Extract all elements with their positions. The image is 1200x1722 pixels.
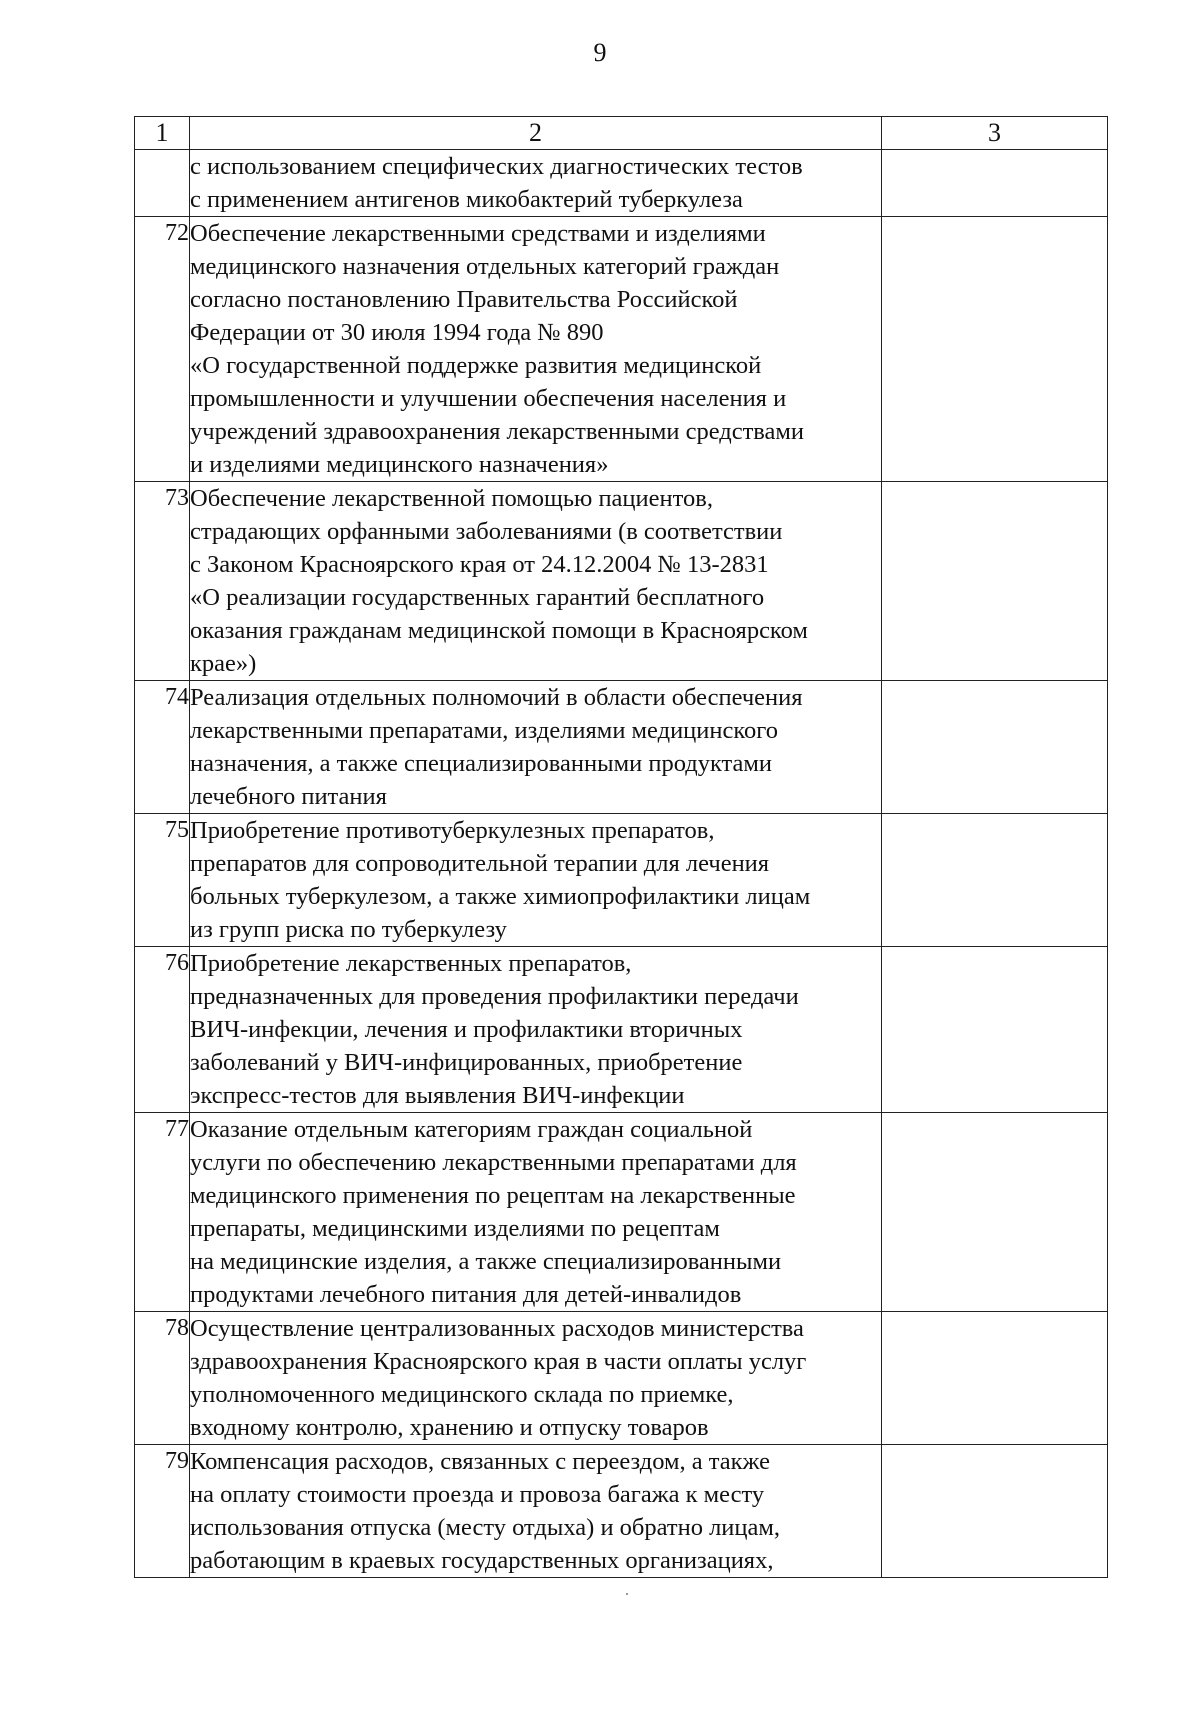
description-line: «О реализации государственных гарантий бесплатного xyxy=(190,584,765,611)
description-line: учреждений здравоохранения лекарственными средствами xyxy=(190,418,805,445)
column-header-3: 3 xyxy=(882,117,1108,150)
description-line: согласно постановлению Правительства Российской xyxy=(190,286,738,313)
description-line: Федерации от 30 июля 1994 года № 890 xyxy=(190,319,604,346)
row-column3-cell xyxy=(882,1445,1108,1578)
description-line: Обеспечение лекарственными средствами и изделиями xyxy=(190,220,766,247)
table-row xyxy=(135,1445,1108,1578)
row-description-cell xyxy=(190,1445,882,1578)
description-line: препараты, медицинскими изделиями по рецептам xyxy=(190,1215,720,1242)
row-column3-cell xyxy=(882,150,1108,217)
description-line: больных туберкулезом, а также химиопрофилактики лицам xyxy=(190,883,811,910)
row-number-cell: 78 xyxy=(135,1312,190,1445)
row-column3-cell xyxy=(882,482,1108,681)
description-line: с применением антигенов микобактерий туберкулеза xyxy=(190,186,743,213)
row-description-cell xyxy=(190,150,882,217)
description-line: Компенсация расходов, связанных с переездом, а также xyxy=(190,1448,771,1475)
description-line: работающим в краевых государственных организациях, xyxy=(190,1547,774,1574)
row-description-cell xyxy=(190,1312,882,1445)
row-number-cell: 77 xyxy=(135,1113,190,1312)
column-header-2: 2 xyxy=(190,117,882,150)
description-line: медицинского применения по рецептам на лекарственные xyxy=(190,1182,796,1209)
row-column3-cell xyxy=(882,814,1108,947)
row-column3-cell xyxy=(882,681,1108,814)
description-line: Приобретение лекарственных препаратов, xyxy=(190,950,632,977)
row-column3-cell xyxy=(882,1113,1108,1312)
description-line: «О государственной поддержке развития медицинской xyxy=(190,352,762,379)
description-line: оказания гражданам медицинской помощи в Красноярском xyxy=(190,617,808,644)
description-line: и изделиями медицинского назначения» xyxy=(190,451,609,478)
description-line: продуктами лечебного питания для детей-инвалидов xyxy=(190,1281,742,1308)
row-description-cell xyxy=(190,947,882,1113)
description-line: Приобретение противотуберкулезных препаратов, xyxy=(190,817,715,844)
description-line: Обеспечение лекарственной помощью пациентов, xyxy=(190,485,713,512)
row-column3-cell xyxy=(882,217,1108,482)
description-line: на медицинские изделия, а также специализированными xyxy=(190,1248,782,1275)
row-column3-cell xyxy=(882,947,1108,1113)
description-line: препаратов для сопроводительной терапии для лечения xyxy=(190,850,770,877)
row-description-cell xyxy=(190,217,882,482)
budget-items-table xyxy=(134,116,1108,1578)
row-description-cell xyxy=(190,814,882,947)
table-row xyxy=(135,947,1108,1113)
scan-speck xyxy=(626,1593,628,1595)
description-line: услуги по обеспечению лекарственными препаратами для xyxy=(190,1149,797,1176)
row-description-cell xyxy=(190,1113,882,1312)
description-line: крае») xyxy=(190,650,257,677)
page-number: 9 xyxy=(593,38,607,67)
row-number-cell: 76 xyxy=(135,947,190,1113)
description-line: страдающих орфанными заболеваниями (в соответствии xyxy=(190,518,783,545)
description-line: с Законом Красноярского края от 24.12.2004 № 13-2831 xyxy=(190,551,769,578)
row-number-cell: 72 xyxy=(135,217,190,482)
description-line: здравоохранения Красноярского края в части оплаты услуг xyxy=(190,1348,807,1375)
description-line: Осуществление централизованных расходов министерства xyxy=(190,1315,804,1342)
table-row xyxy=(135,150,1108,217)
description-line: из групп риска по туберкулезу xyxy=(190,916,507,943)
description-line: медицинского назначения отдельных категорий граждан xyxy=(190,253,780,280)
row-number-cell: 79 xyxy=(135,1445,190,1578)
description-line: предназначенных для проведения профилактики передачи xyxy=(190,983,799,1010)
table-row xyxy=(135,1113,1108,1312)
description-line: уполномоченного медицинского склада по приемке, xyxy=(190,1381,734,1408)
table-row xyxy=(135,681,1108,814)
description-line: на оплату стоимости проезда и провоза багажа к месту xyxy=(190,1481,765,1508)
row-number-cell xyxy=(135,150,190,217)
description-line: экспресс-тестов для выявления ВИЧ-инфекции xyxy=(190,1082,685,1109)
description-line: входному контролю, хранению и отпуску товаров xyxy=(190,1414,709,1441)
description-line: промышленности и улучшении обеспечения населения и xyxy=(190,385,787,412)
row-description-cell xyxy=(190,681,882,814)
table-row xyxy=(135,482,1108,681)
row-number-cell: 74 xyxy=(135,681,190,814)
description-line: с использованием специфических диагностических тестов xyxy=(190,153,803,180)
description-line: использования отпуска (месту отдыха) и обратно лицам, xyxy=(190,1514,781,1541)
description-line: заболеваний у ВИЧ-инфицированных, приобретение xyxy=(190,1049,743,1076)
row-number-cell: 75 xyxy=(135,814,190,947)
row-description-cell xyxy=(190,482,882,681)
table-header-row xyxy=(135,117,1108,150)
description-line: назначения, а также специализированными продуктами xyxy=(190,750,773,777)
table-row xyxy=(135,814,1108,947)
description-line: лекарственными препаратами, изделиями медицинского xyxy=(190,717,778,744)
description-line: лечебного питания xyxy=(190,783,387,810)
description-line: Оказание отдельным категориям граждан социальной xyxy=(190,1116,753,1143)
description-line: Реализация отдельных полномочий в области обеспечения xyxy=(190,684,803,711)
table-row xyxy=(135,217,1108,482)
column-header-1: 1 xyxy=(135,117,190,150)
table-row xyxy=(135,1312,1108,1445)
row-number-cell: 73 xyxy=(135,482,190,681)
table-body xyxy=(135,150,1108,1578)
description-line: ВИЧ-инфекции, лечения и профилактики вторичных xyxy=(190,1016,743,1043)
row-column3-cell xyxy=(882,1312,1108,1445)
